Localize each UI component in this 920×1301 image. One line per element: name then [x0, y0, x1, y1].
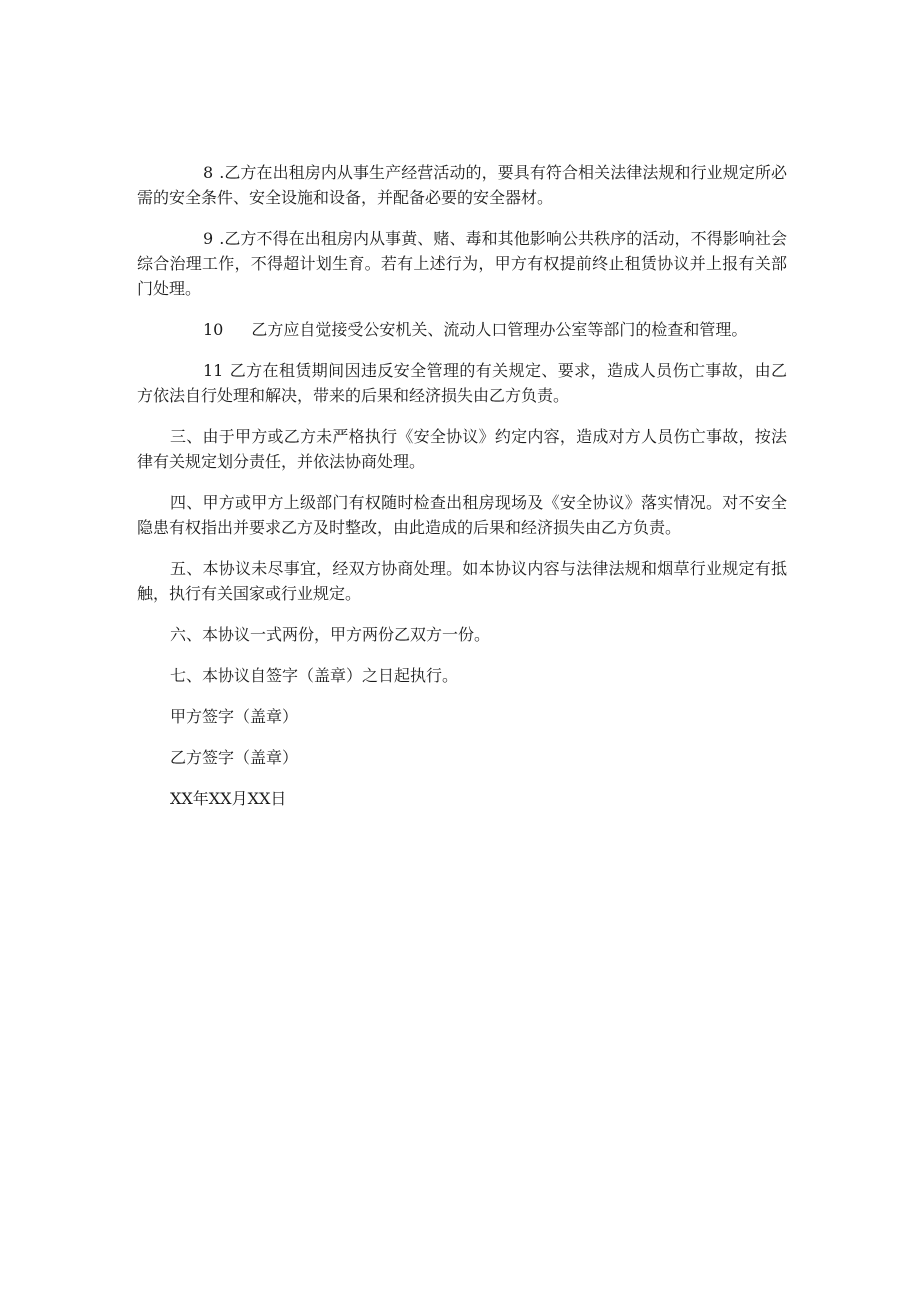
clause-number: 9	[203, 229, 214, 248]
clause-number: 11	[203, 361, 224, 380]
clause-9	[137, 226, 787, 301]
party-a-signature: 甲方签字（盖章）	[170, 707, 299, 726]
signing-date: XX年XX月XX日	[170, 789, 287, 808]
clause-text: .乙方在出租房内从事生产经营活动的，要具有符合相关法律法规和行业规定所必需的安全条件、安全设施和设备，并配备必要的安全器材。	[137, 163, 787, 207]
clause-text: .乙方不得在出租房内从事黄、赌、毒和其他影响公共秩序的活动，不得影响社会综合治理工作，不得超计划生育。若有上述行为，甲方有权提前终止租赁协议并上报有关部门处理。	[137, 229, 787, 298]
section-seven: 七、本协议自签字（盖章）之日起执行。	[170, 666, 459, 685]
section-five: 五、本协议未尽事宜，经双方协商处理。如本协议内容与法律法规和烟草行业规定有抵触，执行有关国家或行业规定。	[137, 559, 787, 603]
section-six: 六、本协议一式两份，甲方两份乙双方一份。	[170, 625, 491, 644]
clause-text: 乙方在租赁期间因违反安全管理的有关规定、要求，造成人员伤亡事故，由乙方依法自行处理和解决，带来的后果和经济损失由乙方负责。	[137, 361, 787, 405]
clause-number: 8	[203, 163, 214, 182]
section-four: 四、甲方或甲方上级部门有权随时检查出租房现场及《安全协议》落实情况。对不安全隐患有权指出并要求乙方及时整改，由此造成的后果和经济损失由乙方负责。	[137, 493, 787, 537]
clause-text: 乙方应自觉接受公安机关、流动人口管理办公室等部门的检查和管理。	[251, 320, 748, 339]
clause-11	[137, 358, 787, 408]
clause-8	[137, 160, 787, 210]
clause-number: 10	[203, 320, 224, 339]
clause-10	[137, 317, 787, 342]
section-three: 三、由于甲方或乙方未严格执行《安全协议》约定内容，造成对方人员伤亡事故，按法律有关规定划分责任，并依法协商处理。	[137, 427, 787, 471]
document-body	[137, 160, 787, 827]
party-b-signature: 乙方签字（盖章）	[170, 748, 299, 767]
